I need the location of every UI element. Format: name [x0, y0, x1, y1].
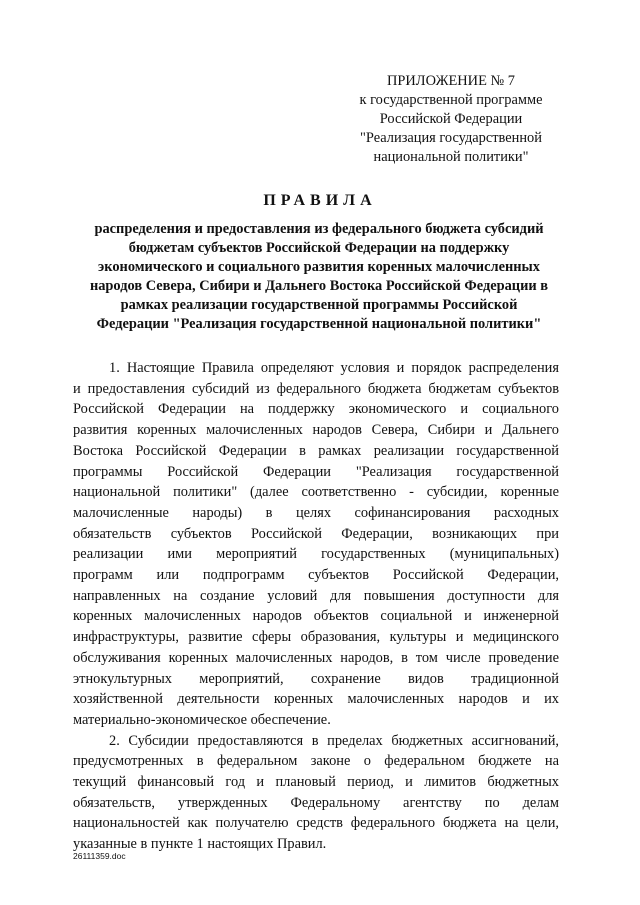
paragraph-1-line: малочисленные народы) в целях софинансирования расходных — [73, 504, 559, 521]
paragraph-1-line: хозяйственной деятельности коренных малочисленных народов и их — [73, 691, 559, 708]
paragraph-1-line: 1. Настоящие Правила определяют условия и порядок распределения — [109, 360, 559, 376]
paragraph-1-line: реализации ими мероприятий государственных (муниципальных) — [73, 546, 559, 563]
paragraph-1-line: обязательств субъектов Российской Федерации, возникающих при — [73, 525, 559, 542]
paragraph-1-line: обслуживания коренных малочисленных народов, в том числе проведение — [73, 649, 559, 666]
paragraph-1-line: программ или подпрограмм субъектов Российской Федерации, — [73, 567, 559, 584]
paragraph-1-line: материально-экономическое обеспечение. — [73, 711, 331, 728]
subtitle-line: народов Севера, Сибири и Дальнего Востока Российской Федерации в — [89, 278, 549, 294]
annex-block — [338, 72, 564, 167]
paragraph-1-line: направленных на создание условий для повышения доступности для — [73, 587, 559, 604]
subtitle-line: рамках реализации государственной программы Российской — [120, 297, 518, 313]
document-subtitle — [64, 220, 574, 334]
paragraph-1-line: Российской Федерации на поддержку экономического и социального — [73, 401, 559, 418]
subtitle-line: Федерации "Реализация государственной национальной политики" — [96, 316, 542, 332]
paragraph-2-line: текущий финансовый год и плановый период, и лимитов бюджетных — [73, 774, 559, 791]
paragraph-1-line: этнокультурных мероприятий, сохранение видов традиционной — [73, 670, 559, 687]
paragraph-2-line: 2. Субсидии предоставляются в пределах бюджетных ассигнований, — [109, 732, 559, 749]
paragraph-2-line: указанные в пункте 1 настоящих Правил. — [73, 836, 327, 853]
paragraph-1-line: и предоставления субсидий из федерального бюджета бюджетам субъектов — [73, 380, 559, 397]
annex-line: ПРИЛОЖЕНИЕ № 7 — [387, 73, 515, 89]
annex-line: Российской Федерации — [379, 111, 523, 127]
annex-line: "Реализация государственной — [360, 130, 542, 146]
file-name-footer: 26111359.doc — [73, 851, 126, 861]
paragraph-1-line: Востока Российской Федерации в рамках реализации государственной — [73, 442, 559, 459]
paragraph-2-line: национальностей как получателю средств федерального бюджета на цели, — [73, 815, 559, 832]
paragraph-2-line: предусмотренных в федеральном законе о федеральном бюджете на — [73, 753, 559, 770]
document-heading: ПРАВИЛА — [263, 192, 377, 209]
paragraph-1-line: национальной политики" (далее соответственно - субсидии, коренные — [73, 484, 559, 501]
paragraph-2-line: обязательств, утвержденных Федеральному агентству по делам — [73, 794, 559, 811]
annex-line: к государственной программе — [359, 92, 543, 108]
paragraph-1-line: развития коренных малочисленных народов Севера, Сибири и Дальнего — [73, 422, 559, 439]
paragraph-1-line: инфраструктуры, развитие сферы образования, культуры и медицинского — [73, 629, 559, 646]
annex-line: национальной политики" — [373, 149, 529, 165]
subtitle-line: экономического и социального развития коренных малочисленных — [98, 259, 540, 275]
paragraph-1-line: программы Российской Федерации "Реализация государственной — [73, 463, 559, 480]
subtitle-line: бюджетам субъектов Российской Федерации на поддержку — [128, 240, 510, 256]
subtitle-line: распределения и предоставления из федерального бюджета субсидий — [94, 221, 544, 237]
paragraph-1-line: коренных малочисленных народов объектов социальной и инженерной — [73, 608, 559, 625]
document-body — [73, 358, 559, 855]
